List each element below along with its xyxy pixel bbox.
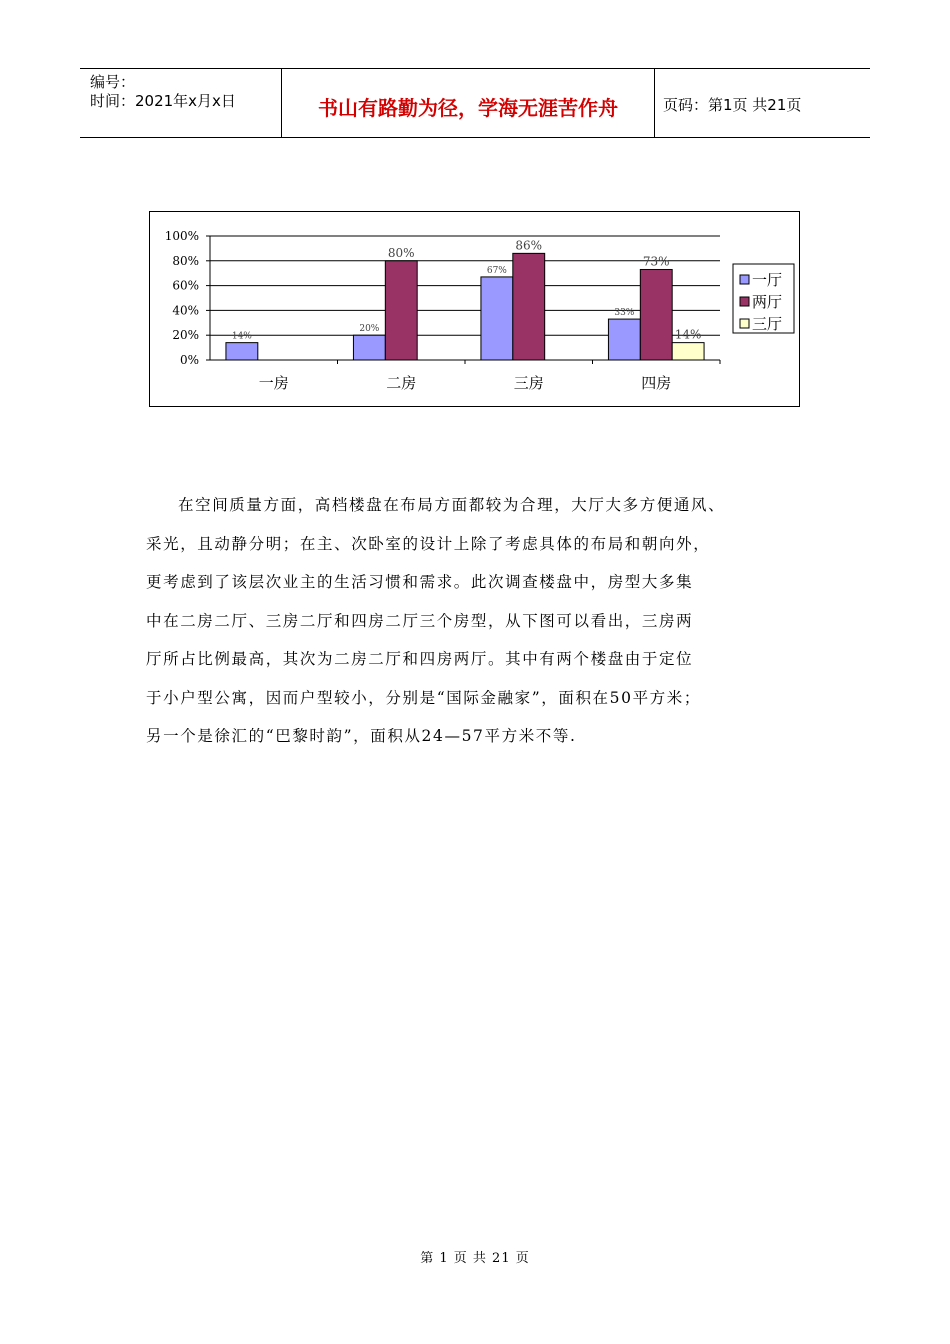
bar-三厅 — [672, 343, 704, 360]
data-label: 67% — [486, 265, 507, 276]
paragraph-line: 中在二房二厅、三房二厅和四房二厅三个房型，从下图可以看出，三房两 — [146, 611, 694, 630]
paragraph-line: 于小户型公寓，因而户型较小，分别是“国际金融家”，面积在50平方米； — [146, 688, 701, 707]
bar-一厅 — [226, 343, 258, 360]
x-category-label: 四房 — [641, 374, 672, 392]
header-motto-cell — [282, 69, 655, 137]
header-motto: 书山有路勤为径，学海无涯苦作舟 — [318, 96, 618, 120]
legend-label: 三厅 — [752, 315, 783, 333]
document-number-label: 编号： — [90, 73, 136, 91]
x-category-label: 一房 — [258, 374, 289, 392]
y-tick-label: 40% — [172, 303, 199, 318]
y-tick-label: 20% — [172, 328, 199, 343]
x-category-label: 二房 — [386, 374, 417, 392]
paragraph-line: 厅所占比例最高，其次为二房二厅和四房两厅。其中有两个楼盘由于定位 — [146, 650, 694, 668]
legend-swatch — [740, 275, 749, 284]
y-tick-label: 0% — [179, 353, 199, 367]
data-label: 14% — [674, 327, 702, 342]
legend-label: 一厅 — [752, 271, 783, 289]
bar-一厅 — [481, 277, 513, 360]
x-category-label: 三房 — [513, 374, 544, 392]
document-date-label: 时间：2021年x月x日 — [90, 92, 236, 110]
paragraph-line: 采光，且动静分明；在主、次卧室的设计上除了考虑具体的布局和朝向外， — [146, 534, 711, 553]
bar-两厅 — [513, 253, 545, 360]
data-label: 73% — [642, 254, 670, 269]
bar-chart-svg — [150, 212, 799, 406]
y-tick-label: 60% — [172, 278, 199, 293]
paragraph-line: 更考虑到了该层次业主的生活习惯和需求。此次调查楼盘中，房型大多集 — [146, 573, 694, 591]
legend-swatch — [740, 297, 749, 306]
header-page-cell — [655, 69, 870, 137]
page-footer: 第 1 页 共 21 页 — [420, 1251, 530, 1266]
paragraph-line: 在空间质量方面，高档楼盘在布局方面都较为合理，大厅大多方便通风、 — [178, 496, 726, 514]
data-label: 80% — [387, 245, 415, 260]
header-info-cell — [80, 69, 282, 137]
data-label: 86% — [515, 238, 543, 253]
page-header — [80, 68, 870, 138]
bar-两厅 — [640, 269, 672, 360]
y-tick-label: 80% — [172, 253, 199, 268]
paragraph-line: 另一个是徐汇的“巴黎时韵”，面积从24—57平方米不等. — [146, 727, 577, 745]
header-page-info: 页码：第1页 共21页 — [663, 96, 802, 114]
legend-swatch — [740, 319, 749, 328]
apartment-layout-chart — [149, 211, 800, 407]
data-label: 14% — [231, 331, 252, 342]
body-paragraph — [146, 486, 826, 756]
bar-一厅 — [353, 335, 385, 360]
bar-两厅 — [385, 261, 417, 360]
y-tick-label: 100% — [164, 229, 199, 243]
bar-一厅 — [608, 319, 640, 360]
data-label: 33% — [614, 308, 635, 319]
data-label: 20% — [359, 324, 380, 335]
legend-label: 两厅 — [752, 293, 783, 311]
